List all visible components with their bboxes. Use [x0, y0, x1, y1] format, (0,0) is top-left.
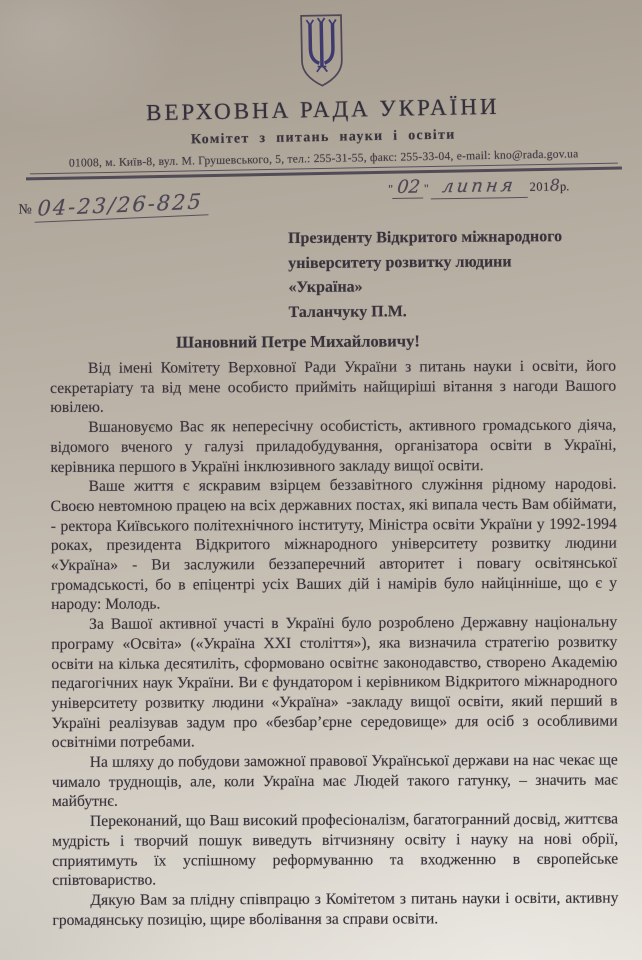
- outgoing-number: [18, 189, 209, 221]
- body-paragraph: За Вашої активної участі в Україні було розроблено Державну національну програму «Освіта» («Україна XXI століття»), яка визначила стратегію розвитку освіти на кілька десятиліть, сформовано освітнє законодавство, створено Академію педагогічних наук України. Ви є фундатором і керівником Відкритого міжнародного університету розвитку людини «Україна» -закладу вищої освіти, який перший в Україні реалізував задум про «безбар’єрне середовище» для осіб з особливими освітніми потребами.: [51, 613, 618, 752]
- recipient-line: Президенту Відкритого міжнародного: [288, 228, 563, 247]
- body-paragraph: Переконаний, що Ваш високий професіоналізм, багатогранний досвід, життєва мудрість і творчий пошук виведуть вітчизняну освіту і науку на нові обрії, сприятимуть їх успішному реформуванню та входженню в європейське співтовариство.: [52, 810, 619, 890]
- letter-body: [50, 357, 618, 931]
- handwritten-month: липня: [431, 175, 531, 199]
- letterhead: [0, 6, 642, 180]
- contact-address-line: 01008, м. Київ-8, вул. М. Грушевського, 5, тел.: 255-31-55, факс: 255-33-04, e-mail: kno@rada.gov.ua: [30, 147, 618, 175]
- body-paragraph: Дякую Вам за плідну співпрацю з Комітетом з питань науки і освіти, активну громадянську позицію, щире вболівання за справи освіти.: [52, 889, 619, 929]
- ukraine-trident-emblem-icon: [295, 12, 348, 91]
- date-field: [388, 174, 570, 200]
- recipient-line: університету розвитку людини: [288, 252, 512, 272]
- printed-year: 201: [529, 179, 550, 194]
- recipient-block: [288, 225, 619, 325]
- recipient-line: «Україна»: [288, 278, 363, 296]
- body-paragraph: Вшановуємо Вас як непересічну особистість, активного громадського діяча, відомого вченого у галузі приладобудування, організатора освіти в Україні, керівника першого в Україні інклюзивного закладу вищої освіти.: [50, 416, 617, 476]
- organization-title: ВЕРХОВНА РАДА УКРАЇНИ: [145, 93, 500, 126]
- handwritten-day: 02: [392, 176, 425, 198]
- recipient-line: Таланчуку П.М.: [288, 302, 407, 321]
- body-paragraph: Від імені Комітету Верховної Ради України з питань науки і освіти, його секретаріату та від мене особисто прийміть найщиріші вітання з нагоди Вашого ювілею.: [50, 357, 617, 417]
- number-sign: №: [18, 202, 32, 218]
- salutation: Шановний Петре Михайловичу!: [175, 331, 420, 352]
- body-paragraph: На шляху до побудови заможної правової Української держави на нас чекає ще чимало труднощів, але, коли Україна має Людей такого гатунку, – значить має майбутнє.: [51, 751, 618, 811]
- handwritten-number: 04-23/26-825: [35, 189, 210, 223]
- committee-subtitle: Комітет з питань науки і освіти: [190, 127, 456, 148]
- date-open-quote: ": [388, 181, 394, 197]
- handwritten-year-digit: 8: [549, 175, 561, 195]
- year-suffix: р.: [559, 179, 570, 194]
- body-paragraph: Ваше життя є яскравим взірцем беззавітного служіння рідному народові. Своєю невтомною працею на всіх державних постах, які випала честь Вам обіймати, - ректора Київського політехнічного інституту, Міністра освіти України у 1992-1994 роках, президента Відкритого міжнародного університету розвитку людини «Україна» - Ви заслужили беззаперечний авторитет і повагу освітянської громадськості, бо в епіцентрі усіх Ваших дій і намірів було найцінніше, що є у народу: Молодь.: [50, 475, 618, 614]
- date-close-quote: ": [423, 181, 429, 196]
